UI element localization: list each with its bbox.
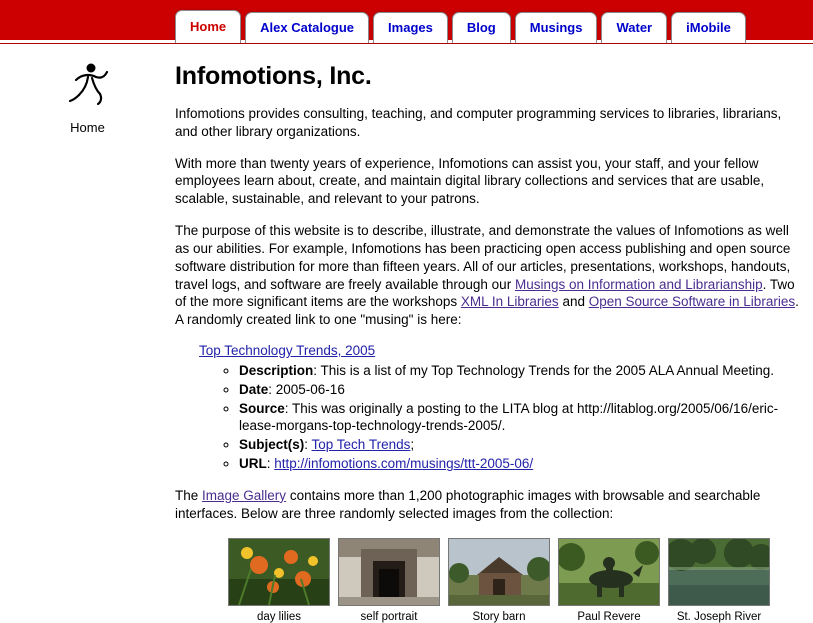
musing-label-description: Description (239, 362, 314, 378)
gallery-intro-paragraph (175, 487, 799, 523)
tab-images[interactable]: Images (373, 12, 448, 43)
list-item (239, 362, 799, 380)
thumbnail-paul-revere[interactable] (558, 538, 660, 606)
musing-label-date: Date (239, 381, 269, 397)
musing-value-date: : 2005-06-16 (268, 381, 345, 397)
link-musing-url[interactable]: http://infomotions.com/musings/ttt-2005-06/ (274, 456, 534, 471)
paragraph3-text-4: . A randomly created link to one "musing" is here: (175, 294, 799, 328)
tab-home[interactable]: Home (175, 10, 241, 43)
link-musings[interactable]: Musings on Information and Librarianship (514, 276, 763, 292)
intro-paragraph-1: Infomotions provides consulting, teaching, and computer programming services to libraries, librarians, and other library organizations. (175, 106, 782, 139)
musing-value-description: : This is a list of my Top Technology Trends for the 2005 ALA Annual Meeting. (313, 362, 775, 378)
sidebar (0, 44, 175, 135)
musing-value-url: : (266, 456, 275, 471)
top-navigation-bar (0, 0, 813, 44)
link-top-tech-trends[interactable]: Top Tech Trends (311, 437, 411, 453)
thumbnail-story-barn[interactable] (448, 538, 550, 606)
musing-detail-list (199, 362, 799, 473)
musing-label-url: URL (239, 456, 267, 471)
page-title: Infomotions, Inc. (175, 62, 372, 90)
gallery-item (338, 538, 440, 623)
sidebar-item-home[interactable]: Home (70, 120, 105, 135)
tab-alex-catalogue[interactable]: Alex Catalogue (245, 12, 369, 43)
gallery-item (448, 538, 550, 623)
tab-imobile[interactable]: iMobile (671, 12, 746, 43)
gallery-caption: day lilies (256, 611, 302, 623)
tab-blog[interactable]: Blog (452, 12, 511, 43)
main-content (175, 44, 813, 623)
gallery-caption: Paul Revere (577, 611, 641, 623)
gallery-caption: St. Joseph River (676, 611, 762, 623)
list-item (239, 400, 799, 436)
thumbnail-day-lilies[interactable] (228, 538, 330, 606)
musing-value-subjects: : (304, 437, 312, 453)
intro-paragraph-3 (175, 222, 799, 329)
musing-block (199, 343, 799, 473)
paragraph3-text-1: The purpose of this website is to describe, illustrate, and demonstrate the values of Infomotions as well as our abilities. For example, Infomotions has been practicing open access publishing and open source software distribution for more than fifteen years. All of our articles, presentations, workshops, handouts, travel logs, and software are freely available through our (175, 223, 791, 292)
gallery-intro-text-2: contains more than 1,200 photographic images with browsable and searchable interfaces. Below are three randomly selected images from the collection: (175, 487, 761, 521)
thumbnail-st-joseph-river[interactable] (668, 538, 770, 606)
running-person-icon (58, 60, 118, 110)
gallery-item (558, 538, 660, 623)
link-image-gallery[interactable]: Image Gallery (202, 487, 287, 503)
paragraph3-text-2: . Two of the more significant items are the workshops (175, 276, 795, 310)
page-body (0, 44, 813, 623)
gallery-caption: self portrait (360, 611, 418, 623)
tab-musings[interactable]: Musings (515, 12, 598, 43)
thumbnail-self-portrait[interactable] (338, 538, 440, 606)
gallery-caption: Story barn (472, 611, 526, 623)
link-xml-in-libraries[interactable]: XML In Libraries (460, 294, 559, 310)
gallery-intro-text-1: The (175, 487, 203, 503)
tab-water[interactable]: Water (601, 12, 667, 43)
gallery-item (228, 538, 330, 623)
musing-value-source: : This was originally a posting to the LITA blog at http://litablog.org/2005/06/16/eric-lease-morgans-top-technology-trends-2005/. (239, 400, 779, 434)
list-item (239, 381, 799, 399)
gallery-item (668, 538, 770, 623)
list-item (239, 455, 799, 473)
list-item (239, 436, 799, 454)
musing-label-source: Source (239, 400, 285, 416)
image-gallery-strip (175, 538, 799, 623)
musing-title-link[interactable]: Top Technology Trends, 2005 (199, 342, 376, 358)
musing-suffix-subjects: ; (410, 437, 415, 453)
musing-label-subjects: Subject(s) (239, 437, 305, 453)
paragraph3-text-3: and (558, 294, 589, 310)
intro-paragraph-2: With more than twenty years of experience, Infomotions can assist you, your staff, and your fellow employees learn about, create, and maintain digital library collections and services that are usable, scalable, sustainable, and relevant to your patrons. (175, 155, 765, 207)
link-open-source-software[interactable]: Open Source Software in Libraries (588, 294, 796, 310)
